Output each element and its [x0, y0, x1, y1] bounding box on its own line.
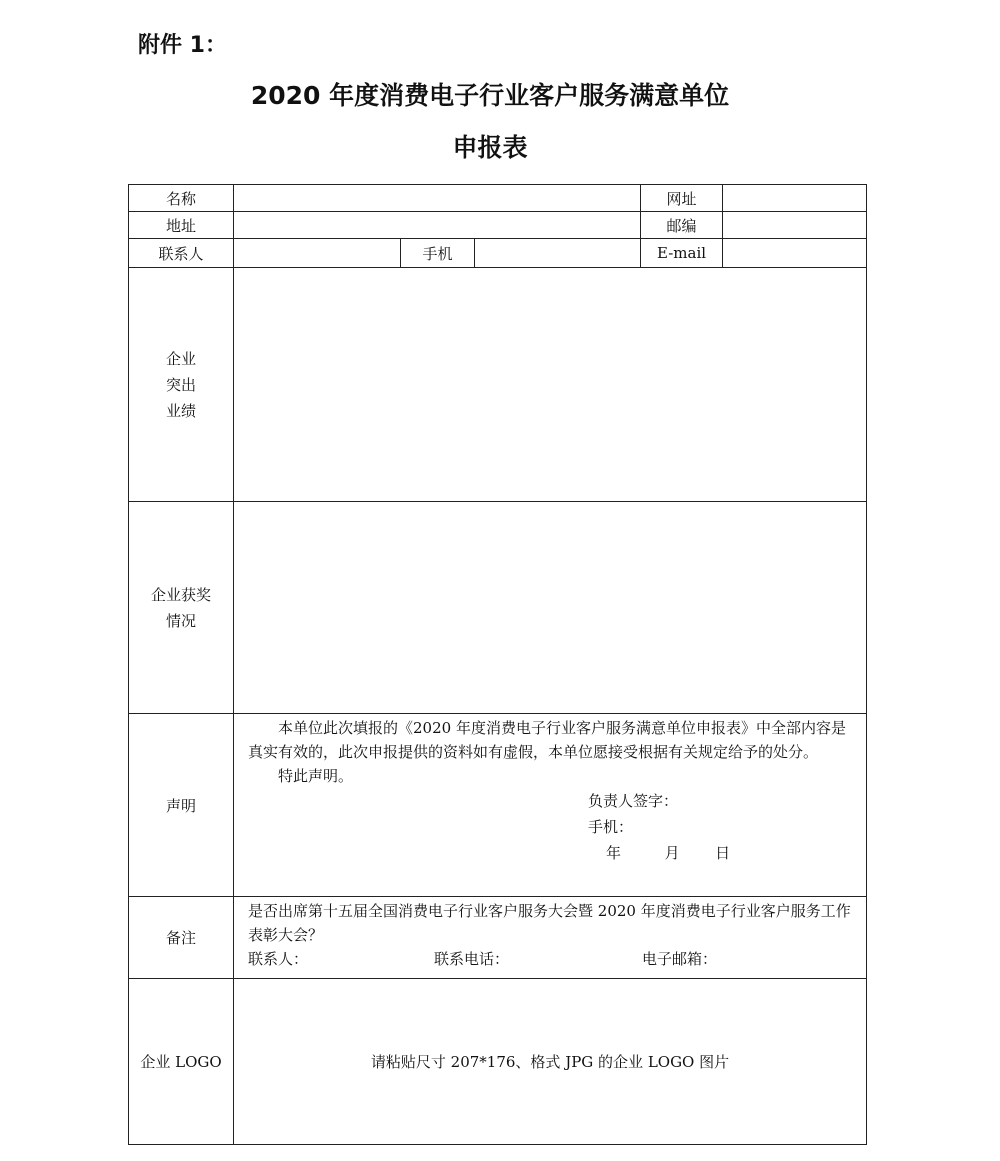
- row-remarks: [129, 897, 867, 979]
- row-name: [129, 185, 867, 212]
- awards-label: [129, 502, 234, 714]
- mobile-field[interactable]: [475, 239, 641, 268]
- postcode-label: 邮编: [641, 212, 723, 239]
- email-field[interactable]: [723, 239, 867, 268]
- form-title: 2020 年度消费电子行业客户服务满意单位: [250, 81, 730, 110]
- remarks-question: 是否出席第十五届全国消费电子行业客户服务大会暨 2020 年度消费电子行业客户服务工作表彰大会？: [248, 902, 851, 944]
- awards-label-line: 情况: [165, 611, 196, 630]
- achievements-field[interactable]: [234, 268, 867, 502]
- name-field[interactable]: [234, 185, 641, 212]
- signature-label[interactable]: 负责人签字：: [588, 792, 679, 810]
- row-logo: [129, 979, 867, 1145]
- declaration-text: 本单位此次填报的《2020 年度消费电子行业客户服务满意单位申报表》中全部内容是真实有效的，此次申报提供的资料如有虚假，本单位愿接受根据有关规定给予的处分。: [248, 719, 846, 761]
- form-subtitle: 申报表: [452, 133, 528, 162]
- attachment-label: 附件 1：: [138, 33, 227, 58]
- achievements-label: [129, 268, 234, 502]
- row-contact: [129, 239, 867, 268]
- signature-mobile-label[interactable]: 手机：: [588, 818, 634, 836]
- logo-label: 企业 LOGO: [129, 979, 234, 1145]
- logo-instruction: 请粘贴尺寸 207*176、格式 JPG 的企业 LOGO 图片: [370, 1053, 730, 1071]
- contact-field[interactable]: [234, 239, 401, 268]
- declaration-closing: 特此声明。: [278, 767, 354, 785]
- address-field[interactable]: [234, 212, 641, 239]
- achievements-label-line: 突出: [165, 375, 196, 394]
- contact-label: 联系人: [129, 239, 234, 268]
- awards-field[interactable]: [234, 502, 867, 714]
- row-achievements: [129, 268, 867, 502]
- remarks-label: 备注: [129, 897, 234, 979]
- row-awards: [129, 502, 867, 714]
- remarks-email-label[interactable]: 电子邮箱：: [642, 950, 718, 968]
- name-label: 名称: [129, 185, 234, 212]
- application-form-table: [128, 184, 867, 1145]
- declaration-label: 声明: [129, 714, 234, 897]
- signature-block: [588, 788, 856, 866]
- date-day: 日: [715, 844, 731, 862]
- row-declaration: [129, 714, 867, 897]
- signature-date[interactable]: [606, 840, 856, 866]
- postcode-field[interactable]: [723, 212, 867, 239]
- date-year: 年: [606, 844, 622, 862]
- remarks-contact-label[interactable]: 联系人：: [248, 950, 309, 968]
- row-address: [129, 212, 867, 239]
- address-label: 地址: [129, 212, 234, 239]
- achievements-label-line: 业绩: [165, 401, 196, 420]
- declaration-cell: [234, 714, 867, 897]
- remarks-contacts: [248, 947, 856, 971]
- date-month: 月: [664, 844, 680, 862]
- achievements-label-line: 企业: [165, 349, 196, 368]
- email-label: E-mail: [641, 239, 723, 268]
- mobile-label: 手机: [401, 239, 475, 268]
- website-field[interactable]: [723, 185, 867, 212]
- awards-label-line: 企业获奖: [150, 585, 211, 604]
- remarks-cell: [234, 897, 867, 979]
- remarks-phone-label[interactable]: 联系电话：: [434, 950, 510, 968]
- logo-upload-area[interactable]: [234, 979, 867, 1145]
- website-label: 网址: [641, 185, 723, 212]
